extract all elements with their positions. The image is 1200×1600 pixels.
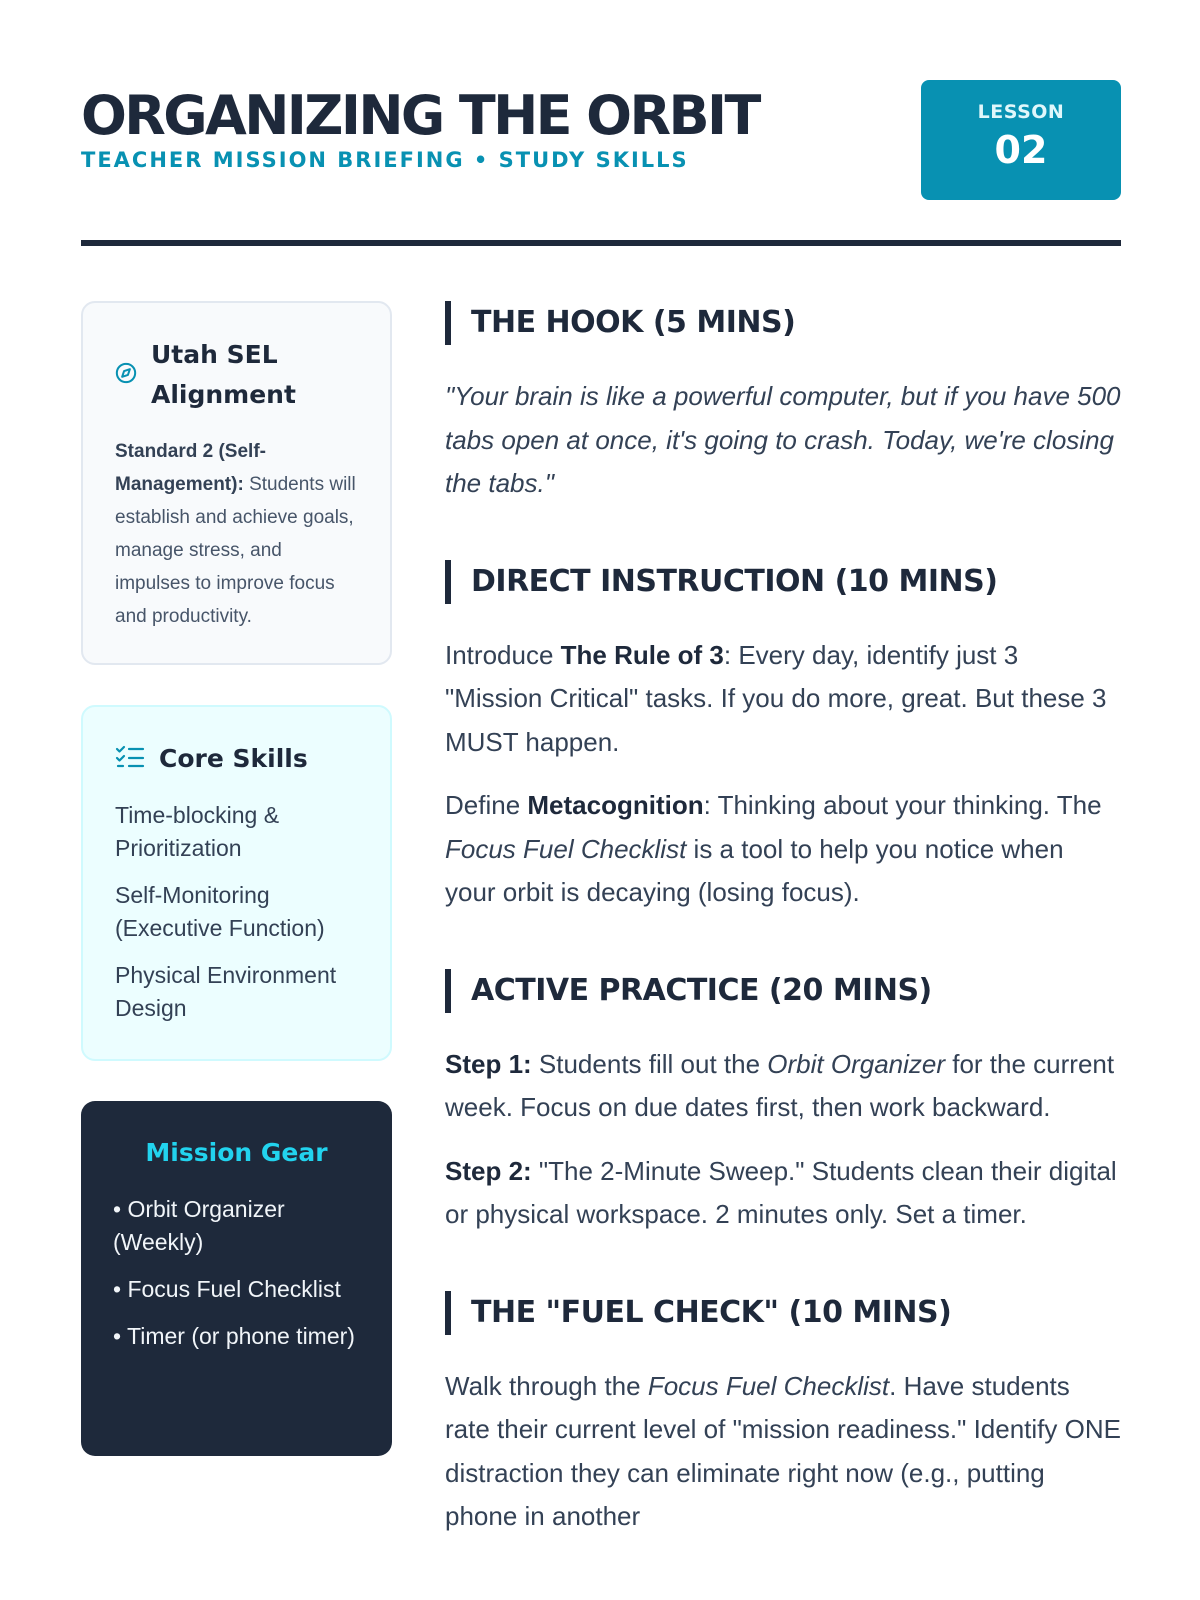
step-one-paragraph [445,1043,1121,1130]
page-title: ORGANIZING THE ORBIT [81,84,759,147]
direct-instruction-heading: DIRECT INSTRUCTION (10 MINS) [445,560,1121,604]
text-run: Students fill out the [531,1048,768,1079]
main-content [445,301,1121,1559]
rule-of-three-term: The Rule of 3 [560,639,724,670]
sel-card-title: Utah SEL Alignment [151,340,296,409]
skills-card-title: Core Skills [159,744,308,773]
gear-item: • Timer (or phone timer) [113,1323,355,1349]
metacognition-term: Metacognition [527,790,704,820]
rule-of-three-paragraph [445,634,1121,765]
sel-standard-description: Students will establish and achieve goals, manage stress, and impulses to improve focus and productivity. [115,474,356,627]
text-run: . Have students rate their current level of "mission readiness." Identify ONE distraction they can eliminate right now (e.g., putting phone in another [445,1370,1121,1531]
sel-standard-label: Standard 2 (Self-Management): [115,441,266,495]
active-practice-heading: ACTIVE PRACTICE (20 MINS) [445,969,1121,1013]
text-run: is a tool to help you notice when your orbit is decaying (losing focus). [445,833,1064,907]
sel-standard-text [115,435,358,633]
gear-item: • Orbit Organizer (Weekly) [113,1196,285,1255]
sel-card-heading [115,335,358,415]
header [81,80,1121,200]
lesson-number: 02 [994,128,1048,172]
skill-item: Self-Monitoring (Executive Function) [115,882,325,941]
gear-card-title: Mission Gear [145,1138,328,1167]
sel-alignment-card [81,301,392,665]
skill-item: Physical Environment Design [115,962,337,1021]
checklist-icon [115,744,145,775]
organizer-title-ref: Orbit Organizer [767,1048,946,1079]
page-subtitle: TEACHER MISSION BRIEFING • STUDY SKILLS [81,148,689,172]
text-run: Introduce [445,639,561,670]
compass-icon [115,362,137,389]
step-two-label: Step 2: [445,1155,532,1186]
mission-gear-card [81,1101,392,1456]
text-run: for the current week. Focus on due dates first, then work backward. [445,1048,1115,1122]
skills-card-heading [115,739,358,779]
text-run: : Thinking about your thinking. The [703,790,1102,820]
text-run: Define [445,790,528,820]
gear-item: • Focus Fuel Checklist [113,1276,341,1302]
text-run: Walk through the [445,1370,648,1401]
sidebar [81,301,392,1496]
hook-heading: THE HOOK (5 MINS) [445,301,1121,345]
metacognition-paragraph [445,784,1121,915]
header-divider [81,240,1121,246]
fuel-check-paragraph [445,1365,1121,1539]
step-one-label: Step 1: [445,1048,532,1079]
step-two-paragraph [445,1150,1121,1237]
skill-item: Time-blocking & Prioritization [115,802,280,861]
lesson-badge [921,80,1121,200]
fuel-check-heading: THE "FUEL CHECK" (10 MINS) [445,1291,1121,1335]
core-skills-card [81,705,392,1061]
text-run: : Every day, identify just 3 "Mission Critical" tasks. If you do more, great. But these 3 MUST happen. [445,639,1107,757]
text-run: "The 2-Minute Sweep." Students clean their digital or physical workspace. 2 minutes only. Set a timer. [445,1155,1117,1229]
checklist-title-ref: Focus Fuel Checklist [445,833,687,864]
hook-quote: "Your brain is like a powerful computer, but if you have 500 tabs open at once, it's going to crash. Today, we're closing the tabs." [445,381,1121,498]
checklist-title-ref: Focus Fuel Checklist [647,1370,890,1401]
lesson-label: LESSON [977,101,1065,123]
